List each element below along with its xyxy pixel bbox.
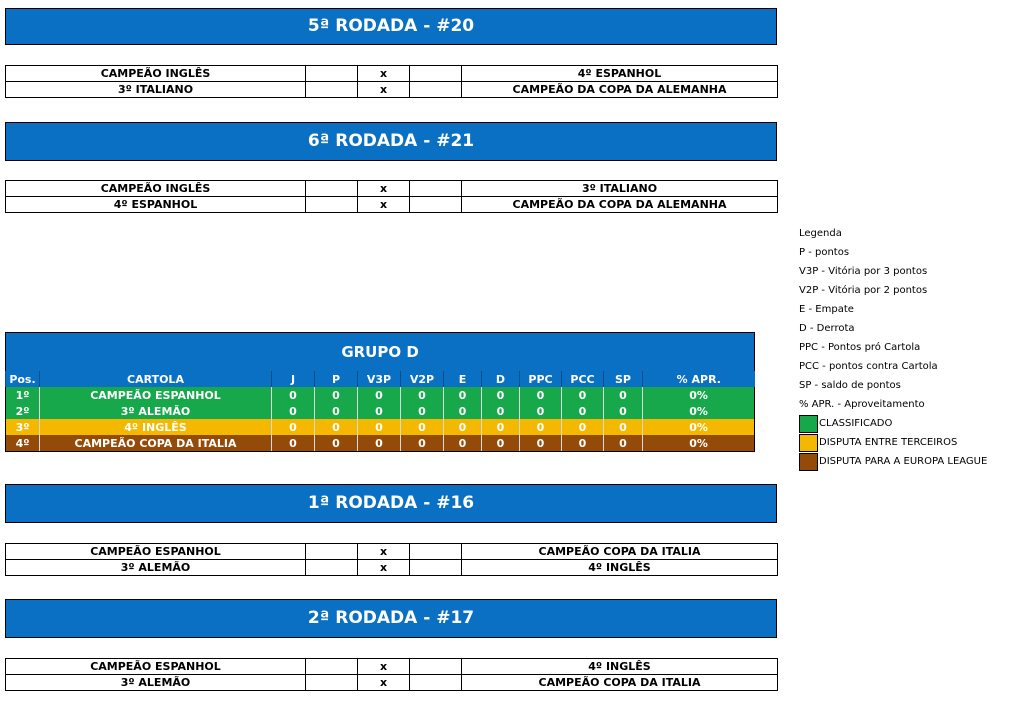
home-team: CAMPEÃO INGLÊS — [6, 66, 306, 82]
round-6-banner: 6ª RODADA - #21 — [5, 122, 777, 161]
away-team: 4º INGLÊS — [462, 560, 778, 576]
legend-title: Legenda — [799, 228, 842, 239]
stat-e: 0 — [444, 435, 482, 452]
away-score[interactable] — [410, 82, 462, 98]
match-row — [6, 181, 778, 197]
round-1-matches — [5, 543, 778, 576]
legend-swatch-row — [799, 414, 987, 433]
round-1-banner: 1ª RODADA - #16 — [5, 484, 777, 523]
col-header-v3p: V3P — [358, 371, 401, 387]
col-header-sp: SP — [604, 371, 643, 387]
versus-label: x — [358, 66, 410, 82]
team-name: 3º ALEMÃO — [40, 403, 272, 419]
standings-row — [6, 419, 755, 435]
away-team: CAMPEÃO COPA DA ITALIA — [462, 675, 778, 691]
col-header-pos: Pos. — [6, 371, 40, 387]
position: 4º — [6, 435, 40, 452]
round-5-banner: 5ª RODADA - #20 — [5, 8, 777, 45]
stat-pcc: 0 — [562, 387, 604, 403]
home-team: 4º ESPANHOL — [6, 197, 306, 213]
home-team: 3º ITALIANO — [6, 82, 306, 98]
stat-d: 0 — [482, 435, 520, 452]
stat-pcc: 0 — [562, 435, 604, 452]
away-team: CAMPEÃO DA COPA DA ALEMANHA — [462, 197, 778, 213]
versus-label: x — [358, 675, 410, 691]
stat-sp: 0 — [604, 435, 643, 452]
stat-j: 0 — [272, 435, 315, 452]
legend-line: V2P - Vitória por 2 pontos — [799, 285, 928, 296]
stat-v3p: 0 — [358, 387, 401, 403]
standings-row — [6, 387, 755, 403]
away-score[interactable] — [410, 197, 462, 213]
col-header-cartola: CARTOLA — [40, 371, 272, 387]
col-header-e: E — [444, 371, 482, 387]
stat-d: 0 — [482, 387, 520, 403]
versus-label: x — [358, 659, 410, 675]
round-2-matches — [5, 658, 778, 691]
stat-j: 0 — [272, 387, 315, 403]
stat-v3p: 0 — [358, 435, 401, 452]
group-standings-table — [5, 332, 755, 452]
team-name: CAMPEÃO ESPANHOL — [40, 387, 272, 403]
stat-p: 0 — [315, 387, 358, 403]
home-score[interactable] — [306, 560, 358, 576]
away-team: CAMPEÃO DA COPA DA ALEMANHA — [462, 82, 778, 98]
legend-swatch-label: CLASSIFICADO — [819, 418, 893, 429]
group-header-row — [6, 371, 755, 387]
legend-line: SP - saldo de pontos — [799, 380, 901, 391]
home-score[interactable] — [306, 66, 358, 82]
stat-apr: 0% — [643, 419, 755, 435]
legend-line: PCC - pontos contra Cartola — [799, 361, 938, 372]
home-score[interactable] — [306, 82, 358, 98]
col-header-pcc: PCC — [562, 371, 604, 387]
position: 2º — [6, 403, 40, 419]
group-title: GRUPO D — [6, 333, 755, 372]
match-row — [6, 560, 778, 576]
versus-label: x — [358, 560, 410, 576]
legend-swatch-label: DISPUTA PARA A EUROPA LEAGUE — [819, 456, 988, 467]
home-score[interactable] — [306, 544, 358, 560]
stat-sp: 0 — [604, 403, 643, 419]
home-team: CAMPEÃO ESPANHOL — [6, 659, 306, 675]
away-score[interactable] — [410, 675, 462, 691]
stat-v2p: 0 — [401, 387, 444, 403]
away-score[interactable] — [410, 181, 462, 197]
legend-swatch-row — [799, 452, 987, 471]
home-team: 3º ALEMÃO — [6, 560, 306, 576]
stat-e: 0 — [444, 419, 482, 435]
team-name: CAMPEÃO COPA DA ITALIA — [40, 435, 272, 452]
away-team: 4º INGLÊS — [462, 659, 778, 675]
stat-p: 0 — [315, 419, 358, 435]
home-team: 3º ALEMÃO — [6, 675, 306, 691]
col-header-apr: % APR. — [643, 371, 755, 387]
stat-p: 0 — [315, 403, 358, 419]
col-header-d: D — [482, 371, 520, 387]
away-team: CAMPEÃO COPA DA ITALIA — [462, 544, 778, 560]
stat-sp: 0 — [604, 387, 643, 403]
stat-e: 0 — [444, 403, 482, 419]
home-score[interactable] — [306, 675, 358, 691]
home-team: CAMPEÃO ESPANHOL — [6, 544, 306, 560]
stat-apr: 0% — [643, 387, 755, 403]
stat-apr: 0% — [643, 403, 755, 419]
standings-row — [6, 435, 755, 452]
legend-line: D - Derrota — [799, 323, 855, 334]
position: 3º — [6, 419, 40, 435]
stat-apr: 0% — [643, 435, 755, 452]
legend-line: PPC - Pontos pró Cartola — [799, 342, 921, 353]
stat-ppc: 0 — [520, 435, 562, 452]
stat-v2p: 0 — [401, 435, 444, 452]
round-6-matches — [5, 180, 778, 213]
stat-v2p: 0 — [401, 403, 444, 419]
away-score[interactable] — [410, 66, 462, 82]
stat-d: 0 — [482, 419, 520, 435]
col-header-j: J — [272, 371, 315, 387]
stat-pcc: 0 — [562, 403, 604, 419]
position: 1º — [6, 387, 40, 403]
stat-v2p: 0 — [401, 419, 444, 435]
legend-swatch-row — [799, 433, 987, 452]
home-team: CAMPEÃO INGLÊS — [6, 181, 306, 197]
away-score[interactable] — [410, 544, 462, 560]
away-team: 4º ESPANHOL — [462, 66, 778, 82]
match-row — [6, 82, 778, 98]
legend-swatch-classificado — [799, 415, 818, 433]
home-score[interactable] — [306, 181, 358, 197]
versus-label: x — [358, 197, 410, 213]
versus-label: x — [358, 544, 410, 560]
away-score[interactable] — [410, 659, 462, 675]
col-header-p: P — [315, 371, 358, 387]
legend-line: E - Empate — [799, 304, 854, 315]
stat-v3p: 0 — [358, 419, 401, 435]
legend-line: % APR. - Aproveitamento — [799, 399, 925, 410]
stat-pcc: 0 — [562, 419, 604, 435]
stat-v3p: 0 — [358, 403, 401, 419]
stat-d: 0 — [482, 403, 520, 419]
stat-ppc: 0 — [520, 403, 562, 419]
col-header-v2p: V2P — [401, 371, 444, 387]
round-2-banner: 2ª RODADA - #17 — [5, 599, 777, 638]
stat-ppc: 0 — [520, 387, 562, 403]
match-row — [6, 675, 778, 691]
legend-line: P - pontos — [799, 247, 850, 258]
round-5-matches — [5, 65, 778, 98]
stat-e: 0 — [444, 387, 482, 403]
standings-row — [6, 403, 755, 419]
versus-label: x — [358, 82, 410, 98]
away-score[interactable] — [410, 560, 462, 576]
legend-line: V3P - Vitória por 3 pontos — [799, 266, 928, 277]
match-row — [6, 197, 778, 213]
stat-j: 0 — [272, 403, 315, 419]
legend-swatch-terceiros — [799, 434, 818, 452]
stat-p: 0 — [315, 435, 358, 452]
team-name: 4º INGLÊS — [40, 419, 272, 435]
home-score[interactable] — [306, 659, 358, 675]
home-score[interactable] — [306, 197, 358, 213]
legend — [799, 224, 987, 471]
stat-ppc: 0 — [520, 419, 562, 435]
stat-sp: 0 — [604, 419, 643, 435]
col-header-ppc: PPC — [520, 371, 562, 387]
group-title-row — [6, 333, 755, 372]
match-row — [6, 66, 778, 82]
versus-label: x — [358, 181, 410, 197]
match-row — [6, 659, 778, 675]
legend-swatch-europa-league — [799, 453, 818, 471]
away-team: 3º ITALIANO — [462, 181, 778, 197]
legend-swatch-label: DISPUTA ENTRE TERCEIROS — [819, 437, 958, 448]
stat-j: 0 — [272, 419, 315, 435]
match-row — [6, 544, 778, 560]
